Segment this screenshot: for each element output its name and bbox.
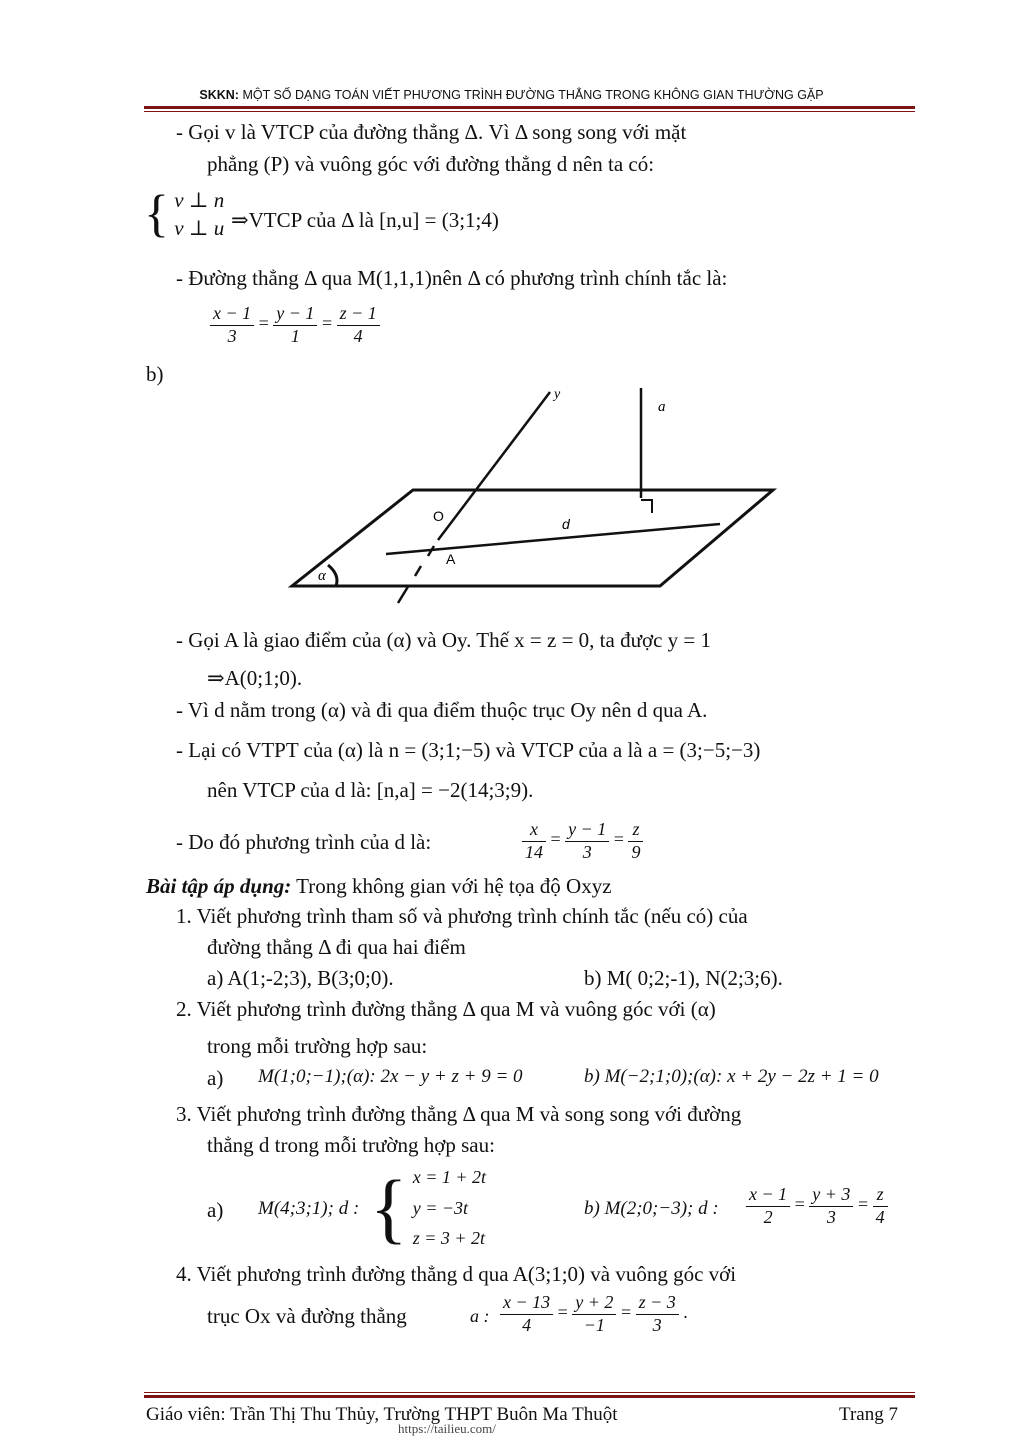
label-a: a — [658, 399, 666, 415]
exercise-heading — [146, 874, 612, 899]
footer-watermark: https://tailieu.com/ — [398, 1421, 496, 1436]
label-point-a: A — [446, 551, 456, 567]
frac-den: 14 — [525, 841, 543, 862]
frac-num: x — [522, 819, 546, 842]
frac-num: y + 3 — [809, 1184, 853, 1207]
line-oy-dash — [415, 566, 421, 576]
system-block: { v ⊥ n v ⊥ u — [144, 185, 225, 243]
text-line: 2. Viết phương trình đường thẳng Δ qua M và vuông góc với (α) — [176, 997, 716, 1021]
part-b-label: b) — [146, 362, 164, 386]
header-title: MỘT SỐ DẠNG TOÁN VIẾT PHƯƠNG TRÌNH ĐƯỜNG THẲNG TRONG KHÔNG GIAN THƯỜNG GẶP — [242, 88, 824, 102]
frac-den: −1 — [583, 1314, 605, 1335]
text-line: - Đường thẳng Δ qua M(1,1,1)nên Δ có phương trình chính tắc là: — [176, 266, 728, 290]
frac-num: z − 1 — [337, 303, 380, 326]
frac-den: 9 — [631, 841, 641, 862]
system-line: v ⊥ u — [174, 216, 225, 241]
line-oy-tail — [398, 585, 409, 603]
frac-num: z — [873, 1184, 888, 1207]
text-line: M(1;0;−1);(α): 2x − y + z + 9 = 0 — [258, 1066, 523, 1087]
header-rule-thin — [144, 111, 915, 112]
frac-den: 3 — [652, 1314, 662, 1335]
footer-page-number: Trang 7 — [839, 1404, 898, 1425]
page-header — [0, 88, 1023, 102]
text-line: - Do đó phương trình của d là: — [176, 830, 432, 854]
angle-arc — [328, 565, 337, 586]
text-line: - Vì d nằm trong (α) và đi qua điểm thuộc trục Oy nên d qua A. — [176, 698, 708, 722]
text-line: thẳng d trong mỗi trường hợp sau: — [207, 1133, 495, 1157]
system-line: x = 1 + 2t — [412, 1167, 486, 1187]
frac-num: x − 13 — [500, 1292, 553, 1315]
equation-4: $\frac{x - 13}{4}$ = $\frac{y + 2}{-1}$ = $\frac{z - 3}{3}$ . — [500, 1292, 688, 1336]
equation-d: $\frac{x}{14}$ = $\frac{y - 1}{3}$ = $\frac{z}{9}$ — [522, 819, 643, 863]
frac-den: 3 — [826, 1206, 836, 1227]
frac-num: y − 1 — [565, 819, 609, 842]
text-line: a : — [470, 1306, 490, 1326]
label-d: d — [562, 516, 570, 532]
system-line: z = 3 + 2t — [412, 1228, 486, 1249]
system-lines — [413, 1162, 486, 1254]
frac-den: 4 — [875, 1206, 885, 1227]
text-line: phẳng (P) và vuông góc với đường thẳng d nên ta có: — [207, 152, 655, 176]
canonical-equation: $\frac{x - 1}{3}$ = $\frac{y - 1}{1}$ = $\frac{z - 1}{4}$ — [210, 303, 380, 347]
text-line: 1. Viết phương trình tham số và phương trình chính tắc (nếu có) của — [176, 904, 748, 928]
text-line: - Gọi v là VTCP của đường thẳng Δ. Vì Δ song song với mặt — [176, 120, 687, 144]
label-o: O — [433, 508, 444, 524]
text-line: trong mỗi trường hợp sau: — [207, 1034, 428, 1058]
exercise-intro: Trong không gian với hệ tọa độ Oxyz — [291, 874, 612, 898]
system-line: v ⊥ n — [174, 188, 225, 212]
text-line: nên VTCP của d là: [n,a] = −2(14;3;9). — [207, 778, 534, 802]
parametric-system: { x = 1 + 2t y = −3t z = 3 + 2t — [370, 1162, 486, 1254]
frac-den: 2 — [763, 1206, 773, 1227]
frac-den: 4 — [522, 1314, 532, 1335]
label-y: y — [554, 387, 561, 402]
frac-den: 3 — [582, 841, 592, 862]
implication-line: ⇒VTCP của Δ là [n,u] = (3;1;4) — [231, 208, 499, 232]
text-line: b) M(−2;1;0);(α): x + 2y − 2z + 1 = 0 — [584, 1066, 879, 1087]
exercise-title: Bài tập áp dụng: — [146, 874, 292, 898]
frac-num: y − 1 — [273, 303, 317, 326]
frac-num: x − 1 — [210, 303, 254, 326]
right-angle-mark — [641, 500, 652, 513]
frac-den: 1 — [290, 325, 300, 346]
frac-num: z − 3 — [636, 1292, 679, 1315]
equation-3b: $\frac{x - 1}{2}$ = $\frac{y + 3}{3}$ = $\frac{z}{4}$ — [746, 1184, 888, 1228]
text-line: a) — [207, 1066, 224, 1090]
text-line: trục Ox và đường thẳng — [207, 1304, 407, 1328]
line-d — [386, 524, 720, 554]
plane-alpha — [292, 490, 773, 586]
frac-num: y + 2 — [572, 1292, 616, 1315]
text-line: b) M( 0;2;-1), N(2;3;6). — [584, 966, 783, 990]
label-alpha: α — [318, 568, 326, 584]
geometry-figure — [280, 380, 800, 610]
line-oy — [438, 392, 550, 540]
frac-den: 3 — [227, 325, 237, 346]
header-prefix: SKKN: — [199, 88, 239, 102]
system-lines — [174, 186, 224, 243]
frac-den: 4 — [353, 325, 363, 346]
footer-rule-thin — [144, 1392, 915, 1393]
system-line: y = −3t — [412, 1197, 468, 1218]
header-rule — [144, 106, 915, 109]
text-line: - Lại có VTPT của (α) là n = (3;1;−5) và VTCP của a là a = (3;−5;−3) — [176, 738, 761, 762]
frac-num: z — [628, 819, 643, 842]
footer-rule — [144, 1395, 915, 1398]
footer-teacher: Giáo viên: Trần Thị Thu Thủy, Trường THPT Buôn Ma Thuột — [146, 1404, 618, 1425]
text-line: a) — [207, 1198, 224, 1222]
text-line: ⇒A(0;1;0). — [207, 666, 303, 690]
text-line: - Gọi A là giao điểm của (α) và Oy. Thế x = z = 0, ta được y = 1 — [176, 628, 711, 652]
text-line: 4. Viết phương trình đường thẳng d qua A(3;1;0) và vuông góc với — [176, 1262, 737, 1286]
frac-num: x − 1 — [746, 1184, 790, 1207]
text-line: M(4;3;1); d : — [258, 1198, 360, 1219]
text-line: b) M(2;0;−3); d : — [584, 1198, 719, 1219]
text-line: đường thẳng Δ đi qua hai điểm — [207, 935, 466, 959]
text-line: a) A(1;-2;3), B(3;0;0). — [207, 966, 394, 990]
text-line: 3. Viết phương trình đường thẳng Δ qua M và song song với đường — [176, 1102, 742, 1126]
